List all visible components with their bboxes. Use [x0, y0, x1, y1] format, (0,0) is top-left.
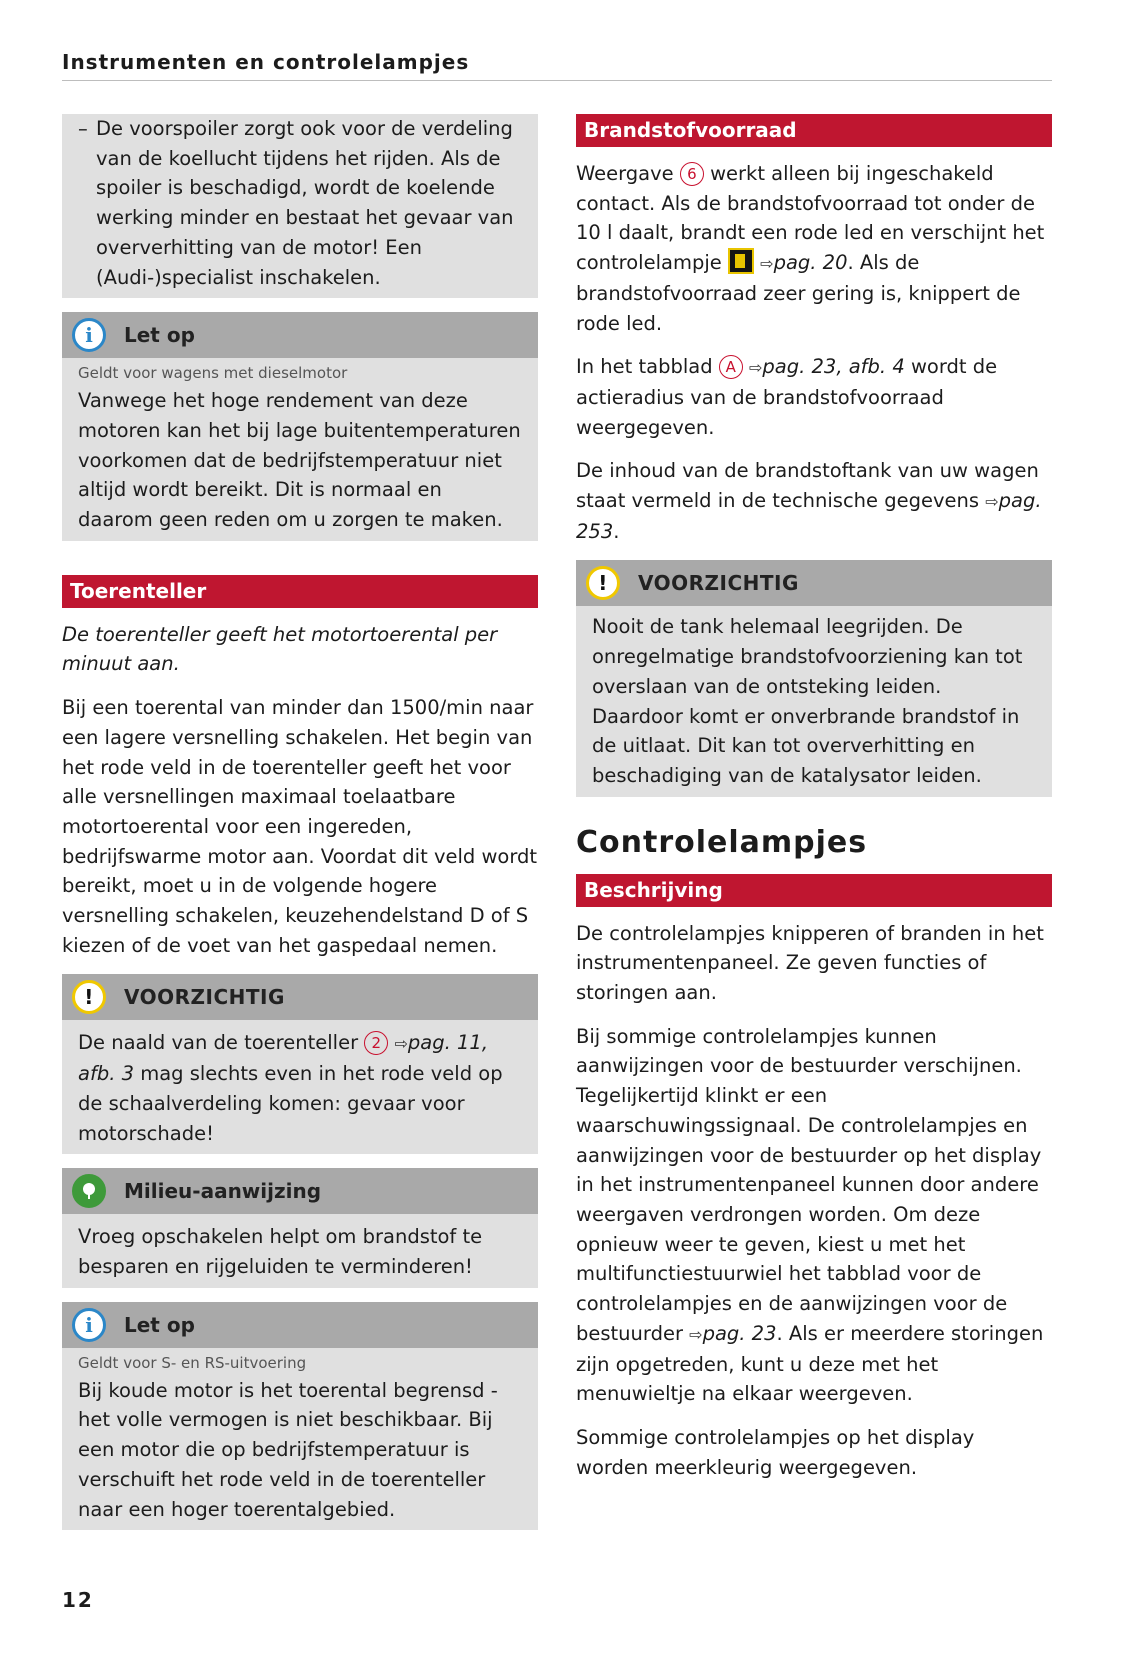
warning-icon: ! — [586, 566, 620, 600]
caution-note-tank — [576, 560, 1052, 796]
section-title-toerenteller: Toerenteller — [62, 575, 538, 608]
note-body: Vanwege het hoge rendement van deze motoren kan het bij lage buitentemperaturen voorkomen dat de bedrijfstemperatuur niet altijd wordt bereikt. Dit is normaal en daarom geen reden om u zorgen te maken. — [78, 389, 521, 532]
page-number: 12 — [62, 1588, 94, 1612]
text: . Als de brandstofvoorraad zeer gering is, knippert de rode led. — [576, 251, 1021, 335]
section-title-beschrijving: Beschrijving — [576, 874, 1052, 907]
note-applicability: Geldt voor wagens met dieselmotor — [78, 364, 348, 383]
paragraph-1 — [576, 159, 1052, 338]
note-body: Bij koude motor is het toerental begrensd - het volle vermogen is niet beschikbaar. Bij een motor die op bedrijfstemperatuur is verschuift het rode veld in de toerenteller naar een hoger toerentalgebied. — [78, 1378, 498, 1521]
info-note-s-rs — [62, 1302, 538, 1531]
note-body: Vroeg opschakelen helpt om brandstof te besparen en rijgeluiden te verminderen! — [78, 1225, 483, 1278]
note-header — [62, 1168, 538, 1214]
caution-note-toerenteller — [62, 974, 538, 1154]
bullet-item — [78, 114, 522, 292]
paragraph-2 — [576, 1022, 1052, 1409]
section-lead: De toerenteller geeft het motortoerental per minuut aan. — [62, 622, 498, 676]
text: . — [613, 519, 620, 543]
note-header — [576, 560, 1052, 606]
paragraph-1: De controlelampjes knipperen of branden in het instrumentenpaneel. Ze geven functies of storingen aan. — [576, 921, 1044, 1005]
page-reference[interactable]: pag. 23, afb. 4 — [762, 355, 905, 379]
arrow-icon: ⇨ — [760, 254, 774, 274]
page-reference[interactable]: pag. 253 — [576, 489, 1042, 543]
note-title: Let op — [124, 323, 195, 348]
arrow-icon: ⇨ — [394, 1034, 408, 1054]
chapter-title: Controlelampjes — [576, 824, 868, 860]
text: In het tabblad — [576, 355, 713, 379]
text: Weergave — [576, 162, 674, 185]
paragraph-2 — [576, 352, 1052, 442]
dash-bullet: – — [78, 117, 88, 140]
note-title: VOORZICHTIG — [638, 571, 799, 596]
note-body — [62, 1020, 538, 1154]
text: De inhoud van de brandstoftank van uw wagen staat vermeld in de technische gegevens — [576, 459, 1039, 513]
marker-a: A — [719, 355, 743, 379]
page-reference[interactable]: pag. 20 — [773, 251, 848, 275]
marker-6: 6 — [680, 162, 704, 186]
note-header — [62, 1302, 538, 1348]
note-title: VOORZICHTIG — [124, 985, 285, 1010]
spoiler-note-box — [62, 114, 538, 298]
warning-icon: ! — [72, 980, 106, 1014]
text: Bij sommige controlelampjes kunnen aanwijzingen voor de bestuurder verschijnen. Tegelijkertijd klinkt er een waarschuwingssignaal. De controlelampjes en aanwijzingen voor de bestuurder op het display in het instrumentenpaneel kunnen door andere weergaven verdrongen worden. Om deze opnieuw weer te geven, kiest u met het multifunctiestuurwiel het tabblad voor de controlelampjes en de aanwijzingen voor de bestuurder — [576, 1024, 1042, 1345]
info-icon: i — [72, 318, 106, 352]
paragraph-3 — [576, 456, 1052, 546]
text: . Als er meerdere storingen zijn opgetreden, kunt u deze met het menuwieltje na elkaar weergeven. — [576, 1321, 1044, 1406]
brandstof-text — [576, 159, 1052, 546]
section-title-brandstofvoorraad: Brandstofvoorraad — [576, 114, 1052, 147]
toerenteller-text — [62, 620, 538, 961]
right-column — [576, 114, 1052, 1496]
page-reference[interactable]: pag. 11, afb. 3 — [78, 1031, 489, 1086]
beschrijving-text — [576, 919, 1052, 1483]
info-icon: i — [72, 1308, 106, 1342]
text: werkt alleen bij ingeschakeld contact. Als de brandstofvoorraad tot onder de 10 l daalt, brandt een rode led en verschijnt het controlelampje — [576, 162, 1045, 275]
note-text: mag slechts even in het rode veld op de schaalverdeling komen: gevaar voor motorschade! — [78, 1062, 503, 1145]
note-applicability: Geldt voor S- en RS-uitvoering — [78, 1353, 307, 1372]
arrow-icon: ⇨ — [985, 492, 999, 512]
section-paragraph: Bij een toerental van minder dan 1500/min naar een lagere versnelling schakelen. Het begin van het rode veld in de toerenteller geeft het voor alle versnellingen maximaal toelaatbare motortoerental voor een ingereden, bedrijfswarme motor aan. Voordat dit veld wordt bereikt, moet u in de volgende hogere versnelling schakelen, keuzehendelstand D of S kiezen of de voet van het gaspedaal nemen. — [62, 696, 538, 957]
arrow-icon: ⇨ — [749, 358, 763, 378]
bullet-text: De voorspoiler zorgt ook voor de verdeling van de koellucht tijdens het rijden. Als de spoiler is beschadigd, wordt de koelende werking minder en bestaat het gevaar van oververhitting van de motor! Een (Audi-)specialist inschakelen. — [96, 117, 514, 289]
fuel-warning-lamp-icon — [728, 248, 754, 274]
page-reference[interactable]: pag. 23 — [702, 1321, 777, 1345]
note-header — [62, 974, 538, 1020]
text: wordt de actieradius van de brandstofvoorraad weergegeven. — [576, 355, 998, 439]
info-note-diesel — [62, 312, 538, 541]
note-title: Let op — [124, 1312, 195, 1337]
tree-icon — [72, 1174, 106, 1208]
page-header: Instrumenten en controlelampjes — [62, 50, 1052, 81]
paragraph-3: Sommige controlelampjes op het display worden meerkleurig weergegeven. — [576, 1425, 975, 1479]
left-column — [62, 114, 538, 1544]
arrow-icon: ⇨ — [689, 1324, 703, 1344]
note-header — [62, 312, 538, 358]
note-title: Milieu-aanwijzing — [124, 1179, 322, 1204]
environment-note — [62, 1168, 538, 1287]
marker-2: 2 — [364, 1031, 388, 1055]
note-text: De naald van de toerenteller — [78, 1031, 359, 1055]
note-body: Nooit de tank helemaal leegrijden. De onregelmatige brandstofvoorziening kan tot overslaan van de ontsteking leiden. Daardoor komt er onverbrande brandstof in de uitlaat. Dit kan tot oververhitting en beschadiging van de katalysator leiden. — [592, 615, 1023, 787]
